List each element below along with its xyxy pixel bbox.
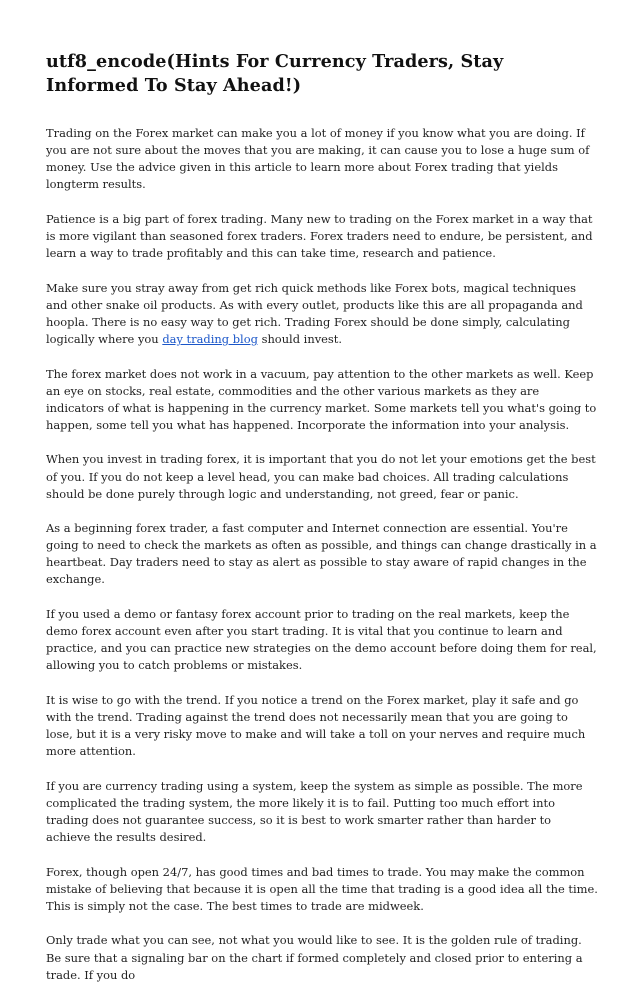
day-trading-blog-link[interactable]: day trading blog xyxy=(162,331,258,346)
paragraph-trading-times: Forex, though open 24/7, has good times and bad times to trade. You may make the common mistake of believing that because it is open all the time that trading is a good idea all the time. This is simply not the case. The best times to trade are midweek. xyxy=(46,864,598,913)
paragraph-text-after-link: should invest. xyxy=(257,331,343,346)
paragraph-get-rich-quick xyxy=(46,280,598,348)
paragraph-emotions: When you invest in trading forex, it is important that you do not let your emotions get the best of you. If you do not keep a level head, you can make bad choices. All trading calculations should be done purely through logic and understanding, not greed, fear or panic. xyxy=(46,452,596,501)
paragraph-text-before-link: Make sure you stray away from get rich quick methods like Forex bots, magical techniques and other snake oil products. As with every outlet, products like this are all propaganda and hoopla. There is no easy way to get rich. Trading Forex should be done simply, calculating logically where you xyxy=(46,280,583,346)
paragraph-other-markets: The forex market does not work in a vacuum, pay attention to the other markets as well. Keep an eye on stocks, real estate, commodities and the other various markets as they are indicators of what is happening in the currency market. Some markets tell you what's going to happen, some tell you what has happened. Incorporate the information into your analysis. xyxy=(46,366,597,432)
paragraph-golden-rule: Only trade what you can see, not what you would like to see. It is the golden rule of trading. Be sure that a signaling bar on the chart if formed completely and closed prior to entering a trade. If you do xyxy=(46,933,583,982)
paragraph-fast-computer: As a beginning forex trader, a fast computer and Internet connection are essential. You're going to need to check the markets as often as possible, and things can change drastically in a heartbeat. Day traders need to stay as alert as possible to stay aware of rapid changes in the exchange. xyxy=(46,521,597,587)
paragraph-demo-account: If you used a demo or fantasy forex account prior to trading on the real markets, keep the demo forex account even after you start trading. It is vital that you continue to learn and practice, and you can practice new strategies on the demo account before doing them for real, allowing you to catch problems or mistakes. xyxy=(46,607,597,673)
paragraph-patience: Patience is a big part of forex trading. Many new to trading on the Forex market in a way that is more vigilant than seasoned forex traders. Forex traders need to endure, be persistent, and learn a way to trade profitably and this can take time, research and patience. xyxy=(46,211,593,261)
paragraph-simple-system: If you are currency trading using a system, keep the system as simple as possible. The more complicated the trading system, the more likely it is to fail. Putting too much effort into trading does not guarantee success, so it is best to work smarter rather than harder to achieve the results desired. xyxy=(46,778,583,845)
document-title: utf8_encode(Hints For Currency Traders, Stay Informed To Stay Ahead!) xyxy=(46,51,504,96)
paragraph-intro: Trading on the Forex market can make you a lot of money if you know what you are doing. If you are not sure about the moves that you are making, it can cause you to lose a huge sum of money. Use the advice given in this article to learn more about Forex trading that yields longterm results. xyxy=(46,126,590,192)
document-page xyxy=(46,50,598,1001)
paragraph-trend: It is wise to go with the trend. If you notice a trend on the Forex market, play it safe and go with the trend. Trading against the trend does not necessarily mean that you are going to lose, but it is a very risky move to make and will take a toll on your nerves and require much more attention. xyxy=(46,692,586,759)
